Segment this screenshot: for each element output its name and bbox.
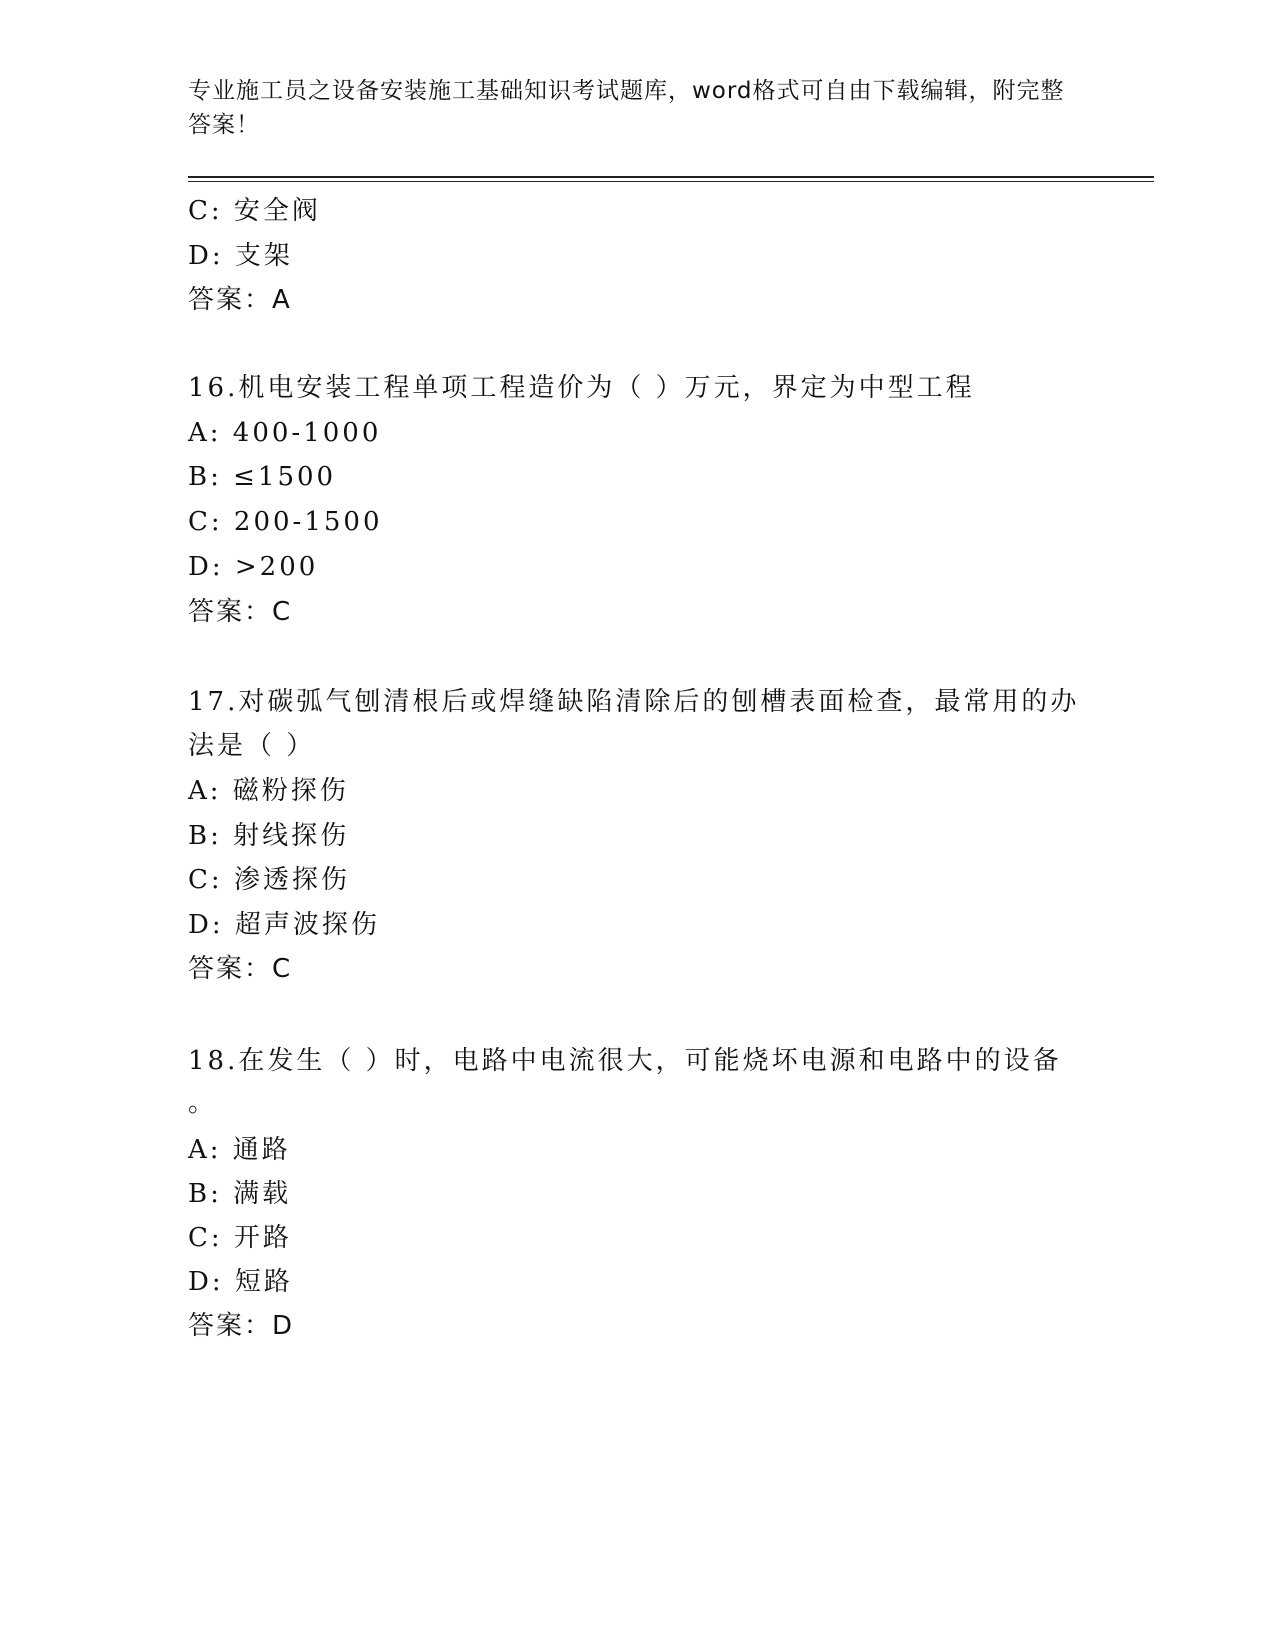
question-17-option-c: C: 渗透探伤 xyxy=(188,865,350,895)
question-18-option-d: D: 短路 xyxy=(188,1267,293,1297)
question-16-option-c: C: 200-1500 xyxy=(188,507,383,537)
header-divider-thin xyxy=(188,181,1154,182)
question-16-option-d: D: >200 xyxy=(188,552,319,582)
question-17-stem-line1: 17.对碳弧气刨清根后或焊缝缺陷清除后的刨槽表面检查，最常用的办 xyxy=(188,687,1080,717)
question-17-option-b: B: 射线探伤 xyxy=(188,821,350,851)
option-c: C: 安全阀 xyxy=(188,196,321,226)
question-18-option-a: A: 通路 xyxy=(188,1135,291,1165)
answer-line: 答案：A xyxy=(188,285,292,315)
question-18-stem-line2: 。 xyxy=(188,1088,218,1118)
question-17-option-a: A: 磁粉探伤 xyxy=(188,776,349,806)
question-18-option-c: C: 开路 xyxy=(188,1223,292,1253)
option-d: D: 支架 xyxy=(188,241,293,271)
question-18-stem-line1: 18.在发生（ ）时，电路中电流很大，可能烧坏电源和电路中的设备 xyxy=(188,1046,1062,1076)
question-17-option-d: D: 超声波探伤 xyxy=(188,910,380,940)
question-18-answer: 答案：D xyxy=(188,1311,295,1341)
question-16-answer: 答案：C xyxy=(188,597,293,627)
header-divider-thick xyxy=(188,176,1154,178)
question-16-option-b: B: ≤1500 xyxy=(188,462,337,492)
question-18-option-b: B: 满载 xyxy=(188,1179,292,1209)
question-17-answer: 答案：C xyxy=(188,954,293,984)
question-16-stem: 16.机电安装工程单项工程造价为（ ）万元，界定为中型工程 xyxy=(188,373,975,403)
document-header: 专业施工员之设备安装施工基础知识考试题库，word格式可自由下载编辑，附完整答案！ xyxy=(188,78,1065,138)
question-16-option-a: A: 400-1000 xyxy=(188,418,382,448)
question-17-stem-line2: 法是（ ） xyxy=(188,731,316,761)
